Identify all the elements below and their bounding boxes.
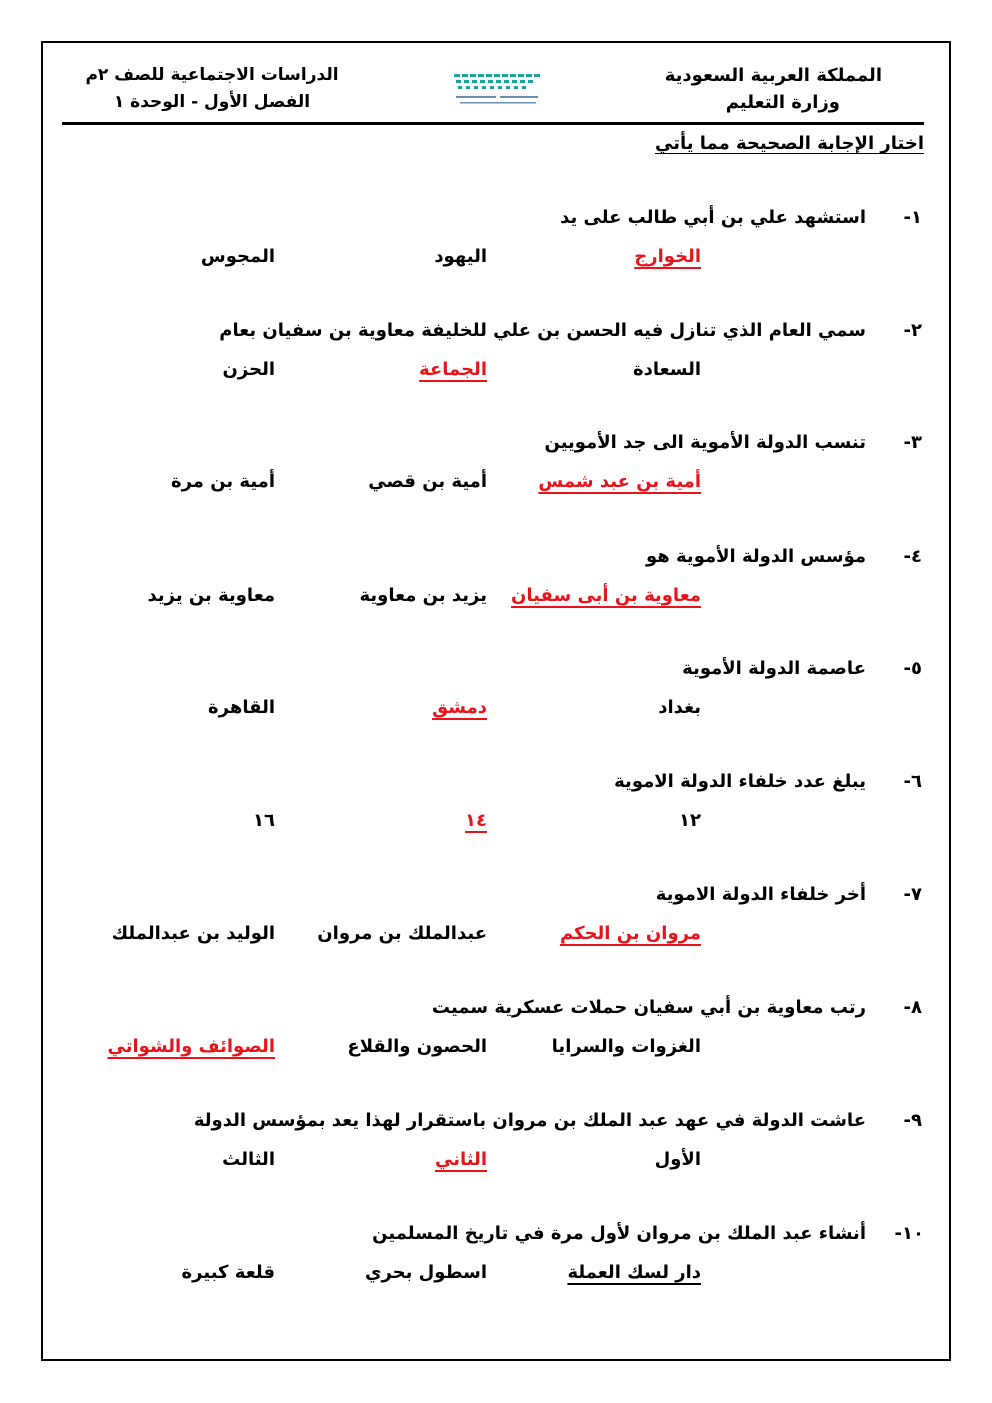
option[interactable]: المجوس <box>200 246 275 267</box>
question-number: ٧- <box>903 884 922 905</box>
option[interactable]: ١٦ <box>253 810 275 831</box>
option[interactable]: الوليد بن عبدالملك <box>111 923 275 944</box>
option-correct[interactable]: الخوارج <box>634 246 701 267</box>
question-number: ٤- <box>903 546 922 567</box>
instruction: اختار الإجابة الصحيحة مما يأتي <box>655 133 924 154</box>
question-text: سمي العام الذي تنازل فيه الحسن بن علي للخليفة معاوية بن سفيان بعام <box>219 320 866 341</box>
ministry-logo <box>452 70 542 110</box>
question-10 <box>0 1223 992 1303</box>
option[interactable]: الحصون والقلاع <box>347 1036 487 1057</box>
question-number: ٨- <box>903 997 922 1018</box>
question-text: عاصمة الدولة الأموية <box>682 658 866 679</box>
question-text: مؤسس الدولة الأموية هو <box>645 546 866 567</box>
subject-title: الدراسات الاجتماعية للصف ٢م <box>85 65 339 85</box>
question-text: أخر خلفاء الدولة الاموية <box>655 884 866 905</box>
option-correct[interactable]: ١٤ <box>465 810 487 831</box>
option[interactable]: بغداد <box>658 697 701 718</box>
unit-title: الفصل الأول - الوحدة ١ <box>113 92 311 112</box>
question-number: ١- <box>903 207 922 228</box>
question-9 <box>0 1110 992 1190</box>
question-3 <box>0 432 992 512</box>
option[interactable]: السعادة <box>632 359 701 380</box>
header-left <box>62 62 362 116</box>
header-divider <box>62 122 924 125</box>
question-number: ٦- <box>903 771 922 792</box>
question-number: ٩- <box>903 1110 922 1131</box>
option[interactable]: القاهرة <box>208 697 275 718</box>
question-number: ١٠- <box>894 1223 924 1244</box>
question-7 <box>0 884 992 964</box>
question-4 <box>0 546 992 626</box>
option[interactable]: الغزوات والسرايا <box>551 1036 701 1057</box>
country-name: المملكة العربية السعودية <box>664 65 882 86</box>
option[interactable]: الأول <box>654 1149 701 1170</box>
option[interactable]: قلعة كبيرة <box>181 1262 275 1283</box>
option[interactable]: عبدالملك بن مروان <box>317 923 487 944</box>
question-text: تنسب الدولة الأموية الى جد الأمويين <box>544 432 866 453</box>
question-text: يبلغ عدد خلفاء الدولة الاموية <box>614 771 866 792</box>
option[interactable]: الحزن <box>222 359 275 380</box>
option[interactable]: اسطول بحري <box>364 1262 487 1283</box>
option-correct[interactable]: أمية بن عبد شمس <box>538 471 701 492</box>
question-number: ٢- <box>903 320 922 341</box>
option-correct[interactable]: دمشق <box>432 697 487 718</box>
question-text: استشهد علي بن أبي طالب على يد <box>560 207 866 228</box>
question-1 <box>0 207 992 287</box>
ministry-name: وزارة التعليم <box>725 92 840 113</box>
option[interactable]: يزيد بن معاوية <box>359 585 487 606</box>
question-5 <box>0 658 992 738</box>
header-right <box>665 62 882 116</box>
option-correct[interactable]: الثاني <box>434 1149 487 1170</box>
question-text: رتب معاوية بن أبي سفيان حملات عسكرية سميت <box>431 997 866 1018</box>
option[interactable]: معاوية بن يزيد <box>147 585 275 606</box>
question-number: ٥- <box>903 658 922 679</box>
question-8 <box>0 997 992 1077</box>
question-number: ٣- <box>903 432 922 453</box>
option[interactable]: ١٢ <box>679 810 701 831</box>
option[interactable]: أمية بن مرة <box>170 471 275 492</box>
option[interactable]: الثالث <box>222 1149 275 1170</box>
option-correct[interactable]: الجماعة <box>419 359 487 380</box>
question-2 <box>0 320 992 400</box>
question-6 <box>0 771 992 851</box>
question-text: عاشت الدولة في عهد عبد الملك بن مروان باستقرار لهذا يعد بمؤسس الدولة <box>193 1110 866 1131</box>
option-correct[interactable]: معاوية بن أبى سفيان <box>511 585 701 606</box>
option-correct[interactable]: مروان بن الحكم <box>559 923 701 944</box>
option[interactable]: أمية بن قصي <box>368 471 487 492</box>
question-text: أنشاء عبد الملك بن مروان لأول مرة في تاريخ المسلمين <box>372 1223 866 1244</box>
option-correct[interactable]: الصوائف والشواتي <box>107 1036 275 1057</box>
option-correct[interactable]: دار لسك العملة <box>567 1262 701 1283</box>
option[interactable]: اليهود <box>434 246 487 267</box>
